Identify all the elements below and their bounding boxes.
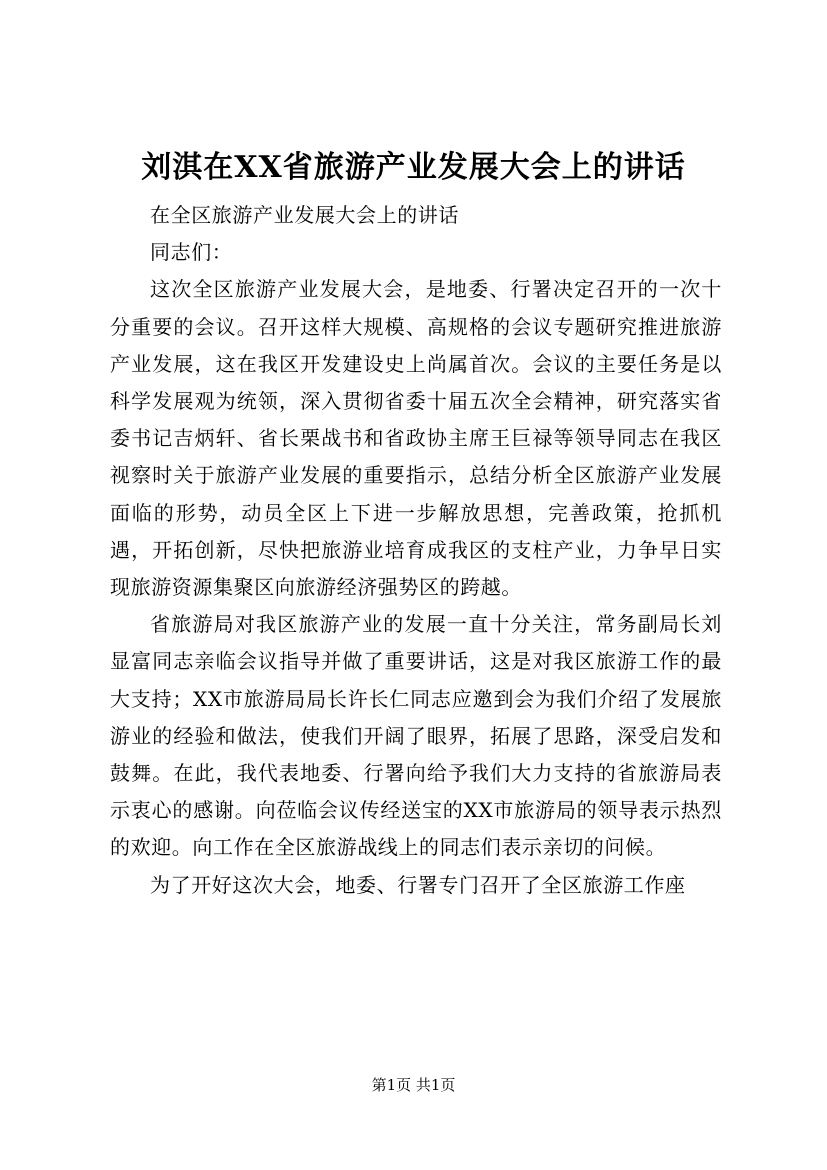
document-body: [110, 197, 722, 904]
body-paragraph: 省旅游局对我区旅游产业的发展一直十分关注，常务副局长刘显富同志亲临会议指导并做了重要讲话，这是对我区旅游工作的最大支持；XX市旅游局局长许长仁同志应邀到会为我们介绍了发展旅游业的经验和做法，使我们开阔了眼界，拓展了思路，深受启发和鼓舞。在此，我代表地委、行署向给予我们大力支持的省旅游局表示衷心的感谢。向莅临会议传经送宝的XX市旅游局的领导表示热烈的欢迎。向工作在全区旅游战线上的同志们表示亲切的问候。: [110, 612, 722, 860]
body-paragraph: 为了开好这次大会，地委、行署专门召开了全区旅游工作座: [150, 872, 686, 897]
salutation-paragraph: 同志们：: [150, 240, 233, 265]
body-paragraph: 这次全区旅游产业发展大会，是地委、行署决定召开的一次十分重要的会议。召开这样大规模、高规格的会议专题研究推进旅游产业发展，这在我区开发建设史上尚属首次。会议的主要任务是以科学发展观为统领，深入贯彻省委十届五次全会精神，研究落实省委书记吉炳轩、省长栗战书和省政协主席王巨禄等领导同志在我区视察时关于旅游产业发展的重要指示，总结分析全区旅游产业发展面临的形势，动员全区上下进一步解放思想，完善政策，抢抓机遇，开拓创新，尽快把旅游业培育成我区的支柱产业，力争早日实现旅游资源集聚区向旅游经济强势区的跨越。: [110, 277, 722, 600]
document-title: 刘淇在XX省旅游产业发展大会上的讲话: [141, 150, 686, 185]
subtitle-paragraph: 在全区旅游产业发展大会上的讲话: [150, 203, 459, 227]
page-number-footer: 第1页 共1页: [371, 1076, 456, 1094]
